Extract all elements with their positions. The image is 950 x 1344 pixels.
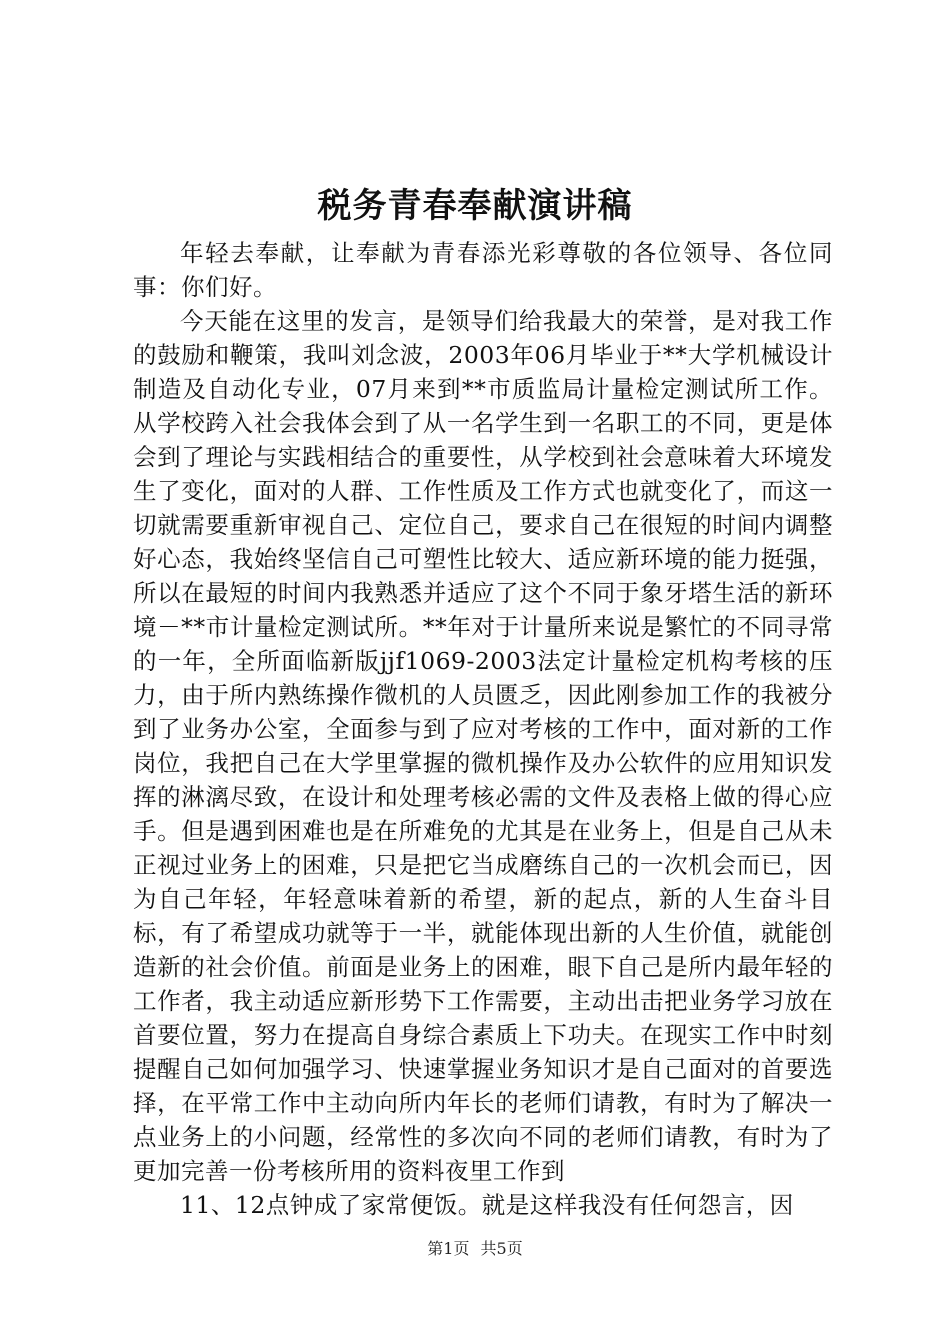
paragraph-continued: 11、12点钟成了家常便饭。就是这样我没有任何怨言，因	[180, 1191, 794, 1219]
page-total: 共5页	[480, 1239, 523, 1258]
page-number: 第1页	[427, 1239, 470, 1258]
paragraph-main: 今天能在这里的发言，是领导们给我最大的荣誉，是对我工作的鼓励和鞭策，我叫刘念波，2003年06月毕业于**大学机械设计制造及自动化专业，07月来到**市质监局计量检定测试所工作。从学校跨入社会我体会到了从一名学生到一名职工的不同，更是体会到了理论与实践相结合的重要性，从学校到社会意味着大环境发生了变化，面对的人群、工作性质及工作方式也就变化了，而这一切就需要重新审视自己、定位自己，要求自己在很短的时间内调整好心态，我始终坚信自己可塑性比较大、适应新环境的能力挺强，所以在最短的时间内我熟悉并适应了这个不同于象牙塔生活的新环境－**市计量检定测试所。**年对于计量所来说是繁忙的不同寻常的一年，全所面临新版jjf1069-2003法定计量检定机构考核的压力，由于所内熟练操作微机的人员匮乏，因此刚参加工作的我被分到了业务办公室，全面参与到了应对考核的工作中，面对新的工作岗位，我把自己在大学里掌握的微机操作及办公软件的应用知识发挥的淋漓尽致，在设计和处理考核必需的文件及表格上做的得心应手。但是遇到困难也是在所难免的尤其是在业务上，但是自己从未正视过业务上的困难，只是把它当成磨练自己的一次机会而已，因为自己年轻，年轻意味着新的希望，新的起点，新的人生奋斗目标，有了希望成功就等于一半，就能体现出新的人生价值，就能创造新的社会价值。前面是业务上的困难，眼下自己是所内最年轻的工作者，我主动适应新形势下工作需要，主动出击把业务学习放在首要位置，努力在提高自身综合素质上下功夫。在现实工作中时刻提醒自己如何加强学习、快速掌握业务知识才是自己面对的首要选择，在平常工作中主动向所内年长的老师们请教，有时为了解决一点业务上的小问题，经常性的多次向不同的老师们请教，有时为了更加完善一份考核所用的资料夜里工作到	[133, 307, 833, 1185]
document-body	[133, 236, 833, 1222]
page-footer	[0, 1238, 950, 1260]
paragraph-greeting: 年轻去奉献，让奉献为青春添光彩尊敬的各位领导、各位同事：你们好。	[133, 239, 833, 301]
document-title: 税务青春奉献演讲稿	[317, 186, 633, 226]
